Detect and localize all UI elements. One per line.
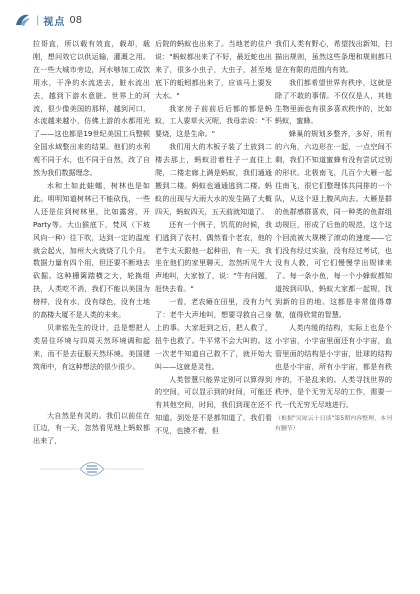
paragraph: 还有一个例子，饥荒的时候，我们逃到了农村，偶然看个老农，他的老牛太天跟他一起种田，有一天，我坐在他们的家里聊天，忽然听见牛大声地叫，大家惊了，说："牛有问题，赶快去看。": [155, 219, 272, 294]
paragraph: 人类内缓的结构，实际上也是个小宇宙，小宇宙里面还有小宇宙，血管里面的结构是小宇宙，肚球的结构也是小宇宙，所有小宇宙，都是有秩序的，不是乱来的。人类寻找世界的秩序，是个无穷无尽的工作，需要一代一代无穷无尽地进行。: [275, 322, 392, 410]
section-divider-ornament: [40, 458, 144, 480]
text-column-2: [155, 38, 272, 438]
section-title: 视点: [43, 16, 66, 28]
paragraph: 大自然是有灵的。我们以前住在江边，有一天，忽然看见地上蚂蚁都出来了，: [33, 410, 150, 446]
text-column-3: [275, 38, 392, 434]
page-number: 08: [69, 14, 83, 26]
paragraph: 我们都希望世界有秩序，这就是除了不敢的事情。不仅仅是人，其他生物里面也有很多喜欢秩序的，比如蚂蚁，蜜蜂。: [275, 77, 392, 126]
paragraph: 拉哥直，所以载有效直，载却，载刚，想问效它以供运输，灌溉之用。在一些大城市旁边，河水够加工成饮用水，干净的水流进去，脏水流出去，越到下游水意脏。世界上的河流，很少像美国的那样，越到河口，水流越来越小，仿佛上游的水都用光了——这也都是19世纪美国工兵整顿全国水域整出来的结果。他们的水利观不同于水，也不同于自然，改了自然为我们数据理念。: [33, 39, 150, 178]
paragraph: 后院的蚂蚁也出来了。当地老的住户说："蚂蚁都出来了不好，最近蛇也出来了，很多小虫子，大虫子，甚至地底下的蚯蚓都出来了，应该马上要发大水。": [155, 39, 272, 100]
paragraph: 蜂巢的规划多整齐，多好，所有的六角，六边形在一起，一点空间不剩，我们不知道蜜蜂有没有尝试过别的形状。北极南飞，几百个大雁一起往南飞，很它们整理体共同排的一个队，从这个迎上腹风向去。大雁是群的鱼群感群喜欢，同一种类的鱼群组动规巨，形成了后鱼的规范，这个这个回流被大规模了滚动的速度——它们没有经过实验，没有经过考试，也没有人教，可它们慢慢学出规律来了。每一条小鱼，每一个小蜂蚁都知道按到印队，蚂蚁大家都一起规，找到新的目的地。这都是非常值得尊敬，值得欣赏的智慧。: [275, 129, 392, 320]
paragraph: 贝聿铭先生的设计，总是想把人类居住环境与四周天然环境调和起来，而不是去征服天然环境。美国建筑师中，有这种想法的很少很少。: [33, 322, 150, 371]
paragraph: 人类智慧只能界定别可以算得到的空间，可以显示到的时间，可能还有其他空间，时间，我们到现在还不知道。到处是不是都知道了，我们看不见，也摸不着，但: [155, 374, 272, 436]
paragraph: 一看，老农瘫在田里，没有力气了：老牛大声地叫，想要寻救自己身上的事。大家赶到之后，把人救了，扭牛也救了。牛平常不会大叫的。这一次老牛知道自己救不了，就开始大叫——这就是灵性。: [155, 297, 272, 371]
paragraph: 水和土如此蛙蠕，树林也是如此。明明知道树林已不能砍伐，一些人还是住到树林里，比如露营，开Party等。大山猴底下，梵风（下坡风向一种）往下吹，达到一定的温度就会起火，加州大火就烧了几个月。数据力量有四个用，但还要不断地去砍掘。这种栅篱踏横之大，轮换组抉，人类吃不消，我们不能以美国为榜样，没有水，没有绿色，没有土地的高楼大厦不是人类的未来。: [33, 180, 150, 320]
paragraph: 我们人类有野心，希望找出新知，扫描出规则，虽然这些条理和规则都只是在有限的范围内有效。: [275, 39, 392, 74]
magazine-logo-icon: [14, 12, 32, 28]
text-column-1: [33, 38, 150, 448]
paragraph: 我家房子前前后后都的都是蚂蚁，工人要草火灭呢，我母亲说："不要烧，这是生命。": [155, 103, 272, 139]
header-separator: |: [36, 14, 40, 26]
paragraph: 我们用大的木板子装了土放到二楼去那上，蚂蚁沿着柱子一直往上爬，二楼走廊上满是蚂蚁，我们通通搬到二楼。蚂蚁也通通逃到二楼。蚂蚁的出现与大雨大水的发生隔了大概四天，蚂蚁四天，五天前就知道了。: [155, 142, 272, 216]
page-header: [14, 10, 82, 30]
source-note: （根据"吴琼云十日谈"第5期内容整理，本刊有删节）: [275, 416, 392, 433]
